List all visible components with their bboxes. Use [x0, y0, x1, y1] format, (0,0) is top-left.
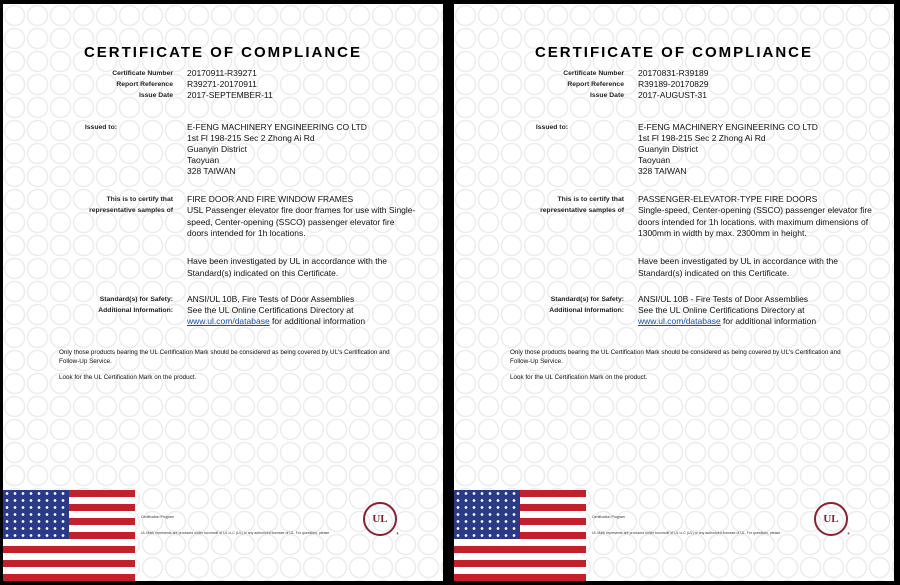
issued-to-label: Issued to:: [84, 124, 117, 131]
certificate-number: 20170911-R39271: [187, 68, 257, 78]
additional-info-link-row: [638, 316, 816, 328]
product-title: PASSENGER-ELEVATOR-TYPE FIRE DOORS: [638, 194, 818, 204]
issued-to-district: Guanyin District: [187, 144, 247, 154]
fine-print-disclaimer: UL Mark represents are produced under tocomotif of UL LLC (UL) or any authorized licensee of UL. For questions, please: [141, 531, 330, 535]
ul-mark-note: Only those products bearing the UL Certification Mark should be considered as being covered by UL's Certification and Follow-Up Service.: [59, 349, 390, 365]
ul-logo-icon: [814, 502, 848, 536]
certificate-number-label: Certificate Number: [563, 70, 624, 77]
us-flag-canton: [3, 490, 69, 539]
standards-label: Standard(s) for Safety:: [99, 296, 173, 303]
issue-date-label: Issue Date: [138, 92, 173, 99]
fine-print-program: Certification Program: [592, 515, 625, 519]
registered-mark-icon: ®: [847, 531, 850, 536]
certificate-title: CERTIFICATE OF COMPLIANCE: [83, 44, 363, 61]
investigated-statement: Have been investigated by UL in accordance with the Standard(s) indicated on this Certificate.: [638, 256, 839, 278]
issued-to-city: Taoyuan: [638, 155, 671, 165]
issued-to-address: 1st Fl 198-215 Sec 2 Zhong Ai Rd: [638, 133, 766, 143]
certify-label-2: representative samples of: [540, 207, 624, 214]
ul-database-link[interactable]: www.ul.com/database: [638, 316, 721, 326]
certificate-left: [3, 4, 443, 581]
report-reference: R39271-20170911: [187, 79, 257, 89]
ul-logo-text: UL: [823, 513, 839, 525]
us-flag-image: [3, 490, 135, 581]
us-flag-image: [454, 490, 586, 581]
issued-to-city: Taoyuan: [187, 155, 220, 165]
standards-value: ANSI/UL 10B, Fire Tests of Door Assemblies: [187, 294, 355, 304]
fine-print-disclaimer: UL Mark represents are produced under tocomotif of UL LLC (UL) or any authorized licensee of UL. For questions, please: [592, 531, 781, 535]
issued-to-country: 328 TAIWAN: [638, 166, 687, 176]
issued-to-district: Guanyin District: [638, 144, 698, 154]
additional-info-suffix: for additional information: [269, 316, 366, 326]
issue-date: 2017-AUGUST-31: [638, 90, 707, 100]
certificate-title: CERTIFICATE OF COMPLIANCE: [534, 44, 814, 61]
product-description: USL Passenger elevator fire door frames for use with Single-speed, Center-opening (SSCO) passenger elevator fire doors intended for 1h locations.: [187, 205, 416, 238]
issue-date: 2017-SEPTEMBER-11: [187, 90, 273, 100]
additional-info-suffix: for additional information: [720, 316, 817, 326]
issued-to-name: E-FENG MACHINERY ENGINEERING CO LTD: [187, 122, 367, 132]
additional-info-label: Additional Information:: [549, 307, 624, 314]
issued-to-address: 1st Fl 198-215 Sec 2 Zhong Ai Rd: [187, 133, 315, 143]
additional-info-label: Additional Information:: [98, 307, 173, 314]
standards-label: Standard(s) for Safety:: [550, 296, 624, 303]
ul-database-link[interactable]: www.ul.com/database: [187, 316, 270, 326]
standards-value: ANSI/UL 10B - Fire Tests of Door Assemblies: [638, 294, 809, 304]
investigated-statement: Have been investigated by UL in accordance with the Standard(s) indicated on this Certificate.: [187, 256, 388, 278]
issue-date-label: Issue Date: [589, 92, 624, 99]
certificate-right: [454, 4, 894, 581]
certificate-number-label: Certificate Number: [112, 70, 173, 77]
report-reference: R39189-20170829: [638, 79, 709, 89]
ul-mark-note: Only those products bearing the UL Certification Mark should be considered as being covered by UL's Certification and Follow-Up Service.: [510, 349, 841, 365]
us-flag-canton: [454, 490, 520, 539]
certify-label-1: This is to certify that: [557, 196, 624, 203]
issued-to-name: E-FENG MACHINERY ENGINEERING CO LTD: [638, 122, 818, 132]
fine-print-program: Certification Program: [141, 515, 174, 519]
additional-info-link-row: [187, 316, 365, 328]
ul-logo-icon: [363, 502, 397, 536]
report-reference-label: Report Reference: [567, 81, 624, 88]
additional-info-line: See the UL Online Certifications Directory at: [187, 305, 354, 315]
issued-to-country: 328 TAIWAN: [187, 166, 236, 176]
certify-label-1: This is to certify that: [106, 196, 173, 203]
registered-mark-icon: ®: [396, 531, 399, 536]
look-for-mark-note: Look for the UL Certification Mark on the product.: [59, 374, 197, 381]
look-for-mark-note: Look for the UL Certification Mark on the product.: [510, 374, 648, 381]
product-title: FIRE DOOR AND FIRE WINDOW FRAMES: [187, 194, 354, 204]
additional-info-line: See the UL Online Certifications Directory at: [638, 305, 805, 315]
ul-logo-text: UL: [372, 513, 388, 525]
issued-to-label: Issued to:: [535, 124, 568, 131]
certificate-number: 20170831-R39189: [638, 68, 709, 78]
certify-label-2: representative samples of: [89, 207, 173, 214]
product-description: Single-speed, Center-opening (SSCO) passenger elevator fire doors intended for 1h locations. with maximum dimensions of 1300mm in width by max. 2300mm in height.: [638, 205, 872, 238]
report-reference-label: Report Reference: [116, 81, 173, 88]
